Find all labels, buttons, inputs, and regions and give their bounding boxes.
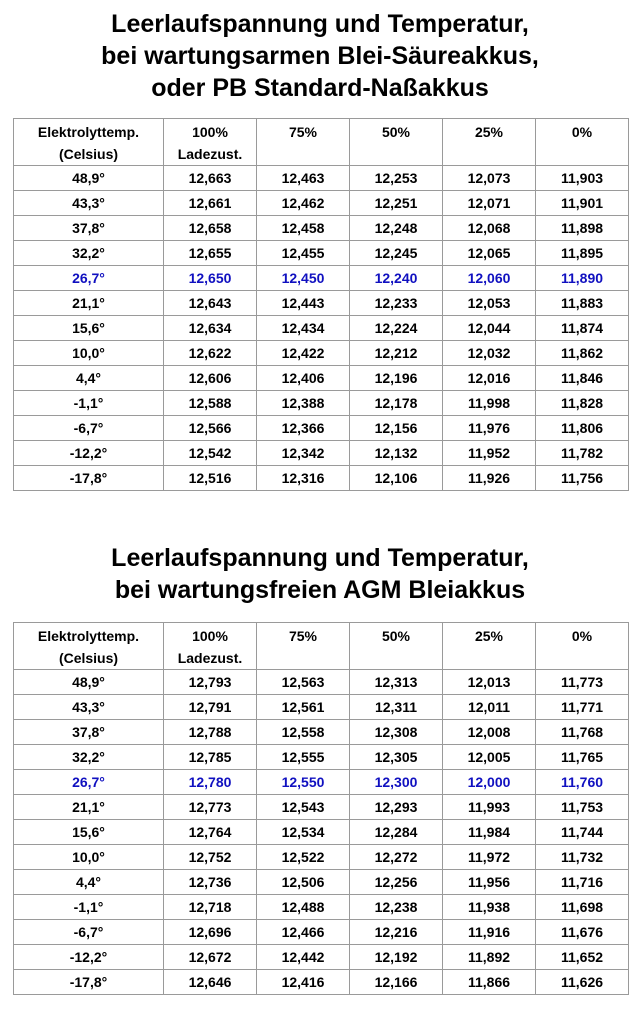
row-temperature-cell: -12,2°	[14, 441, 164, 466]
voltage-cell: 12,522	[257, 845, 350, 870]
row-temperature-cell: 32,2°	[14, 241, 164, 266]
row-temperature-cell: 37,8°	[14, 720, 164, 745]
row-temperature-cell: 10,0°	[14, 845, 164, 870]
header-75: 75%	[257, 119, 350, 166]
voltage-cell: 12,588	[164, 391, 257, 416]
voltage-cell: 12,013	[443, 670, 536, 695]
voltage-cell: 12,466	[257, 920, 350, 945]
voltage-cell: 11,903	[536, 166, 629, 191]
voltage-cell: 12,245	[350, 241, 443, 266]
voltage-cell: 11,993	[443, 795, 536, 820]
voltage-cell: 12,388	[257, 391, 350, 416]
voltage-cell: 12,156	[350, 416, 443, 441]
voltage-cell: 12,646	[164, 970, 257, 995]
row-temperature-cell: 43,3°	[14, 695, 164, 720]
voltage-cell: 11,952	[443, 441, 536, 466]
voltage-cell: 12,071	[443, 191, 536, 216]
voltage-cell: 12,316	[257, 466, 350, 491]
voltage-cell: 12,516	[164, 466, 257, 491]
voltage-cell: 11,976	[443, 416, 536, 441]
row-temperature-cell: 10,0°	[14, 341, 164, 366]
header-0: 0%	[536, 119, 629, 166]
voltage-cell: 11,765	[536, 745, 629, 770]
voltage-cell: 12,643	[164, 291, 257, 316]
table-header-row	[14, 623, 629, 670]
row-temperature-cell: 48,9°	[14, 670, 164, 695]
voltage-cell: 12,563	[257, 670, 350, 695]
row-temperature-cell: 21,1°	[14, 291, 164, 316]
voltage-cell: 12,406	[257, 366, 350, 391]
header-75: 75%	[257, 623, 350, 670]
voltage-cell: 12,785	[164, 745, 257, 770]
table-row	[14, 970, 629, 995]
voltage-cell: 12,650	[164, 266, 257, 291]
row-temperature-cell: 37,8°	[14, 216, 164, 241]
voltage-cell: 11,773	[536, 670, 629, 695]
table-row	[14, 920, 629, 945]
title-line: bei wartungsfreien AGM Bleiakkus	[114, 576, 526, 604]
voltage-cell: 12,555	[257, 745, 350, 770]
voltage-cell: 12,300	[350, 770, 443, 795]
table-section-agm	[0, 542, 640, 990]
voltage-cell: 12,366	[257, 416, 350, 441]
table-row	[14, 466, 629, 491]
voltage-cell: 11,901	[536, 191, 629, 216]
voltage-cell: 12,463	[257, 166, 350, 191]
voltage-cell: 12,293	[350, 795, 443, 820]
page-title-wet	[0, 8, 640, 104]
table-header-row	[14, 119, 629, 166]
header-100: 100% Ladezust.	[164, 623, 257, 670]
table-row	[14, 366, 629, 391]
header-temperature: Elektrolyttemp. (Celsius)	[14, 623, 164, 670]
voltage-cell: 11,846	[536, 366, 629, 391]
voltage-cell: 12,543	[257, 795, 350, 820]
voltage-cell: 11,898	[536, 216, 629, 241]
title-line: oder PB Standard-Naßakkus	[151, 74, 489, 102]
voltage-cell: 12,178	[350, 391, 443, 416]
voltage-cell: 11,892	[443, 945, 536, 970]
voltage-cell: 12,305	[350, 745, 443, 770]
voltage-cell: 12,672	[164, 945, 257, 970]
voltage-cell: 12,068	[443, 216, 536, 241]
voltage-cell: 11,771	[536, 695, 629, 720]
voltage-cell: 12,011	[443, 695, 536, 720]
voltage-cell: 12,764	[164, 820, 257, 845]
voltage-cell: 11,926	[443, 466, 536, 491]
voltage-cell: 12,434	[257, 316, 350, 341]
header-25: 25%	[443, 119, 536, 166]
voltage-cell: 11,768	[536, 720, 629, 745]
voltage-cell: 12,240	[350, 266, 443, 291]
header-50: 50%	[350, 119, 443, 166]
table-row	[14, 191, 629, 216]
table-row	[14, 720, 629, 745]
voltage-cell: 12,060	[443, 266, 536, 291]
row-temperature-cell: 26,7°	[14, 266, 164, 291]
row-temperature-cell: -12,2°	[14, 945, 164, 970]
voltage-table-agm	[13, 622, 629, 995]
voltage-cell: 12,238	[350, 895, 443, 920]
voltage-cell: 12,000	[443, 770, 536, 795]
voltage-cell: 11,698	[536, 895, 629, 920]
voltage-cell: 12,506	[257, 870, 350, 895]
row-temperature-cell: -6,7°	[14, 416, 164, 441]
voltage-cell: 12,561	[257, 695, 350, 720]
row-temperature-cell: 21,1°	[14, 795, 164, 820]
voltage-cell: 12,780	[164, 770, 257, 795]
voltage-cell: 12,542	[164, 441, 257, 466]
voltage-cell: 12,196	[350, 366, 443, 391]
voltage-cell: 12,622	[164, 341, 257, 366]
voltage-cell: 12,212	[350, 341, 443, 366]
table-row	[14, 166, 629, 191]
table-row	[14, 341, 629, 366]
voltage-cell: 11,895	[536, 241, 629, 266]
voltage-cell: 12,791	[164, 695, 257, 720]
row-temperature-cell: -17,8°	[14, 970, 164, 995]
header-100: 100% Ladezust.	[164, 119, 257, 166]
voltage-cell: 11,972	[443, 845, 536, 870]
voltage-cell: 12,005	[443, 745, 536, 770]
table-row	[14, 820, 629, 845]
voltage-cell: 12,106	[350, 466, 443, 491]
voltage-cell: 12,718	[164, 895, 257, 920]
header-50: 50%	[350, 623, 443, 670]
table-row	[14, 291, 629, 316]
table-row	[14, 416, 629, 441]
voltage-cell: 12,132	[350, 441, 443, 466]
voltage-cell: 11,716	[536, 870, 629, 895]
voltage-cell: 12,272	[350, 845, 443, 870]
voltage-cell: 12,313	[350, 670, 443, 695]
voltage-cell: 12,044	[443, 316, 536, 341]
header-temperature: Elektrolyttemp. (Celsius)	[14, 119, 164, 166]
row-temperature-cell: 4,4°	[14, 366, 164, 391]
table-row	[14, 266, 629, 291]
voltage-cell: 12,455	[257, 241, 350, 266]
voltage-cell: 12,450	[257, 266, 350, 291]
title-line: bei wartungsarmen Blei-Säureakkus,	[101, 42, 539, 70]
table-row	[14, 670, 629, 695]
voltage-cell: 12,422	[257, 341, 350, 366]
table-row	[14, 241, 629, 266]
voltage-cell: 12,736	[164, 870, 257, 895]
voltage-cell: 11,744	[536, 820, 629, 845]
table-section-wet	[0, 8, 640, 486]
header-25: 25%	[443, 623, 536, 670]
table-row	[14, 441, 629, 466]
voltage-cell: 11,782	[536, 441, 629, 466]
row-temperature-cell: 26,7°	[14, 770, 164, 795]
voltage-cell: 11,652	[536, 945, 629, 970]
voltage-cell: 12,462	[257, 191, 350, 216]
table-row	[14, 895, 629, 920]
voltage-cell: 11,732	[536, 845, 629, 870]
voltage-cell: 12,442	[257, 945, 350, 970]
title-line: Leerlaufspannung und Temperatur,	[111, 10, 529, 38]
voltage-cell: 11,998	[443, 391, 536, 416]
voltage-cell: 11,756	[536, 466, 629, 491]
voltage-cell: 11,626	[536, 970, 629, 995]
voltage-cell: 12,192	[350, 945, 443, 970]
voltage-cell: 12,311	[350, 695, 443, 720]
voltage-cell: 12,032	[443, 341, 536, 366]
row-temperature-cell: -1,1°	[14, 895, 164, 920]
voltage-cell: 12,458	[257, 216, 350, 241]
table-row	[14, 695, 629, 720]
header-0: 0%	[536, 623, 629, 670]
voltage-cell: 11,956	[443, 870, 536, 895]
row-temperature-cell: -1,1°	[14, 391, 164, 416]
table-row	[14, 216, 629, 241]
voltage-cell: 12,488	[257, 895, 350, 920]
table-row	[14, 391, 629, 416]
voltage-cell: 12,634	[164, 316, 257, 341]
voltage-cell: 12,788	[164, 720, 257, 745]
voltage-cell: 12,606	[164, 366, 257, 391]
row-temperature-cell: -17,8°	[14, 466, 164, 491]
voltage-cell: 12,053	[443, 291, 536, 316]
voltage-cell: 11,676	[536, 920, 629, 945]
voltage-cell: 12,253	[350, 166, 443, 191]
voltage-cell: 12,224	[350, 316, 443, 341]
row-temperature-cell: 15,6°	[14, 316, 164, 341]
voltage-cell: 12,550	[257, 770, 350, 795]
voltage-cell: 12,216	[350, 920, 443, 945]
row-temperature-cell: 15,6°	[14, 820, 164, 845]
voltage-cell: 12,663	[164, 166, 257, 191]
voltage-cell: 12,696	[164, 920, 257, 945]
voltage-cell: 11,938	[443, 895, 536, 920]
voltage-cell: 12,251	[350, 191, 443, 216]
voltage-cell: 12,773	[164, 795, 257, 820]
voltage-cell: 11,866	[443, 970, 536, 995]
voltage-cell: 11,916	[443, 920, 536, 945]
voltage-cell: 12,416	[257, 970, 350, 995]
voltage-cell: 12,308	[350, 720, 443, 745]
table-row	[14, 870, 629, 895]
voltage-cell: 12,793	[164, 670, 257, 695]
voltage-cell: 11,806	[536, 416, 629, 441]
voltage-cell: 11,874	[536, 316, 629, 341]
row-temperature-cell: -6,7°	[14, 920, 164, 945]
page-title-agm	[0, 542, 640, 606]
voltage-cell: 12,248	[350, 216, 443, 241]
voltage-cell: 12,661	[164, 191, 257, 216]
table-row	[14, 845, 629, 870]
table-row	[14, 795, 629, 820]
voltage-cell: 12,016	[443, 366, 536, 391]
voltage-cell: 12,256	[350, 870, 443, 895]
table-row	[14, 770, 629, 795]
voltage-table-wet	[13, 118, 629, 491]
row-temperature-cell: 43,3°	[14, 191, 164, 216]
voltage-cell: 11,753	[536, 795, 629, 820]
voltage-cell: 11,828	[536, 391, 629, 416]
voltage-cell: 12,534	[257, 820, 350, 845]
voltage-cell: 12,658	[164, 216, 257, 241]
voltage-cell: 12,342	[257, 441, 350, 466]
voltage-cell: 11,883	[536, 291, 629, 316]
voltage-cell: 12,558	[257, 720, 350, 745]
row-temperature-cell: 48,9°	[14, 166, 164, 191]
voltage-cell: 12,284	[350, 820, 443, 845]
voltage-cell: 12,443	[257, 291, 350, 316]
voltage-cell: 11,890	[536, 266, 629, 291]
voltage-cell: 12,233	[350, 291, 443, 316]
voltage-cell: 12,008	[443, 720, 536, 745]
voltage-cell: 12,655	[164, 241, 257, 266]
row-temperature-cell: 4,4°	[14, 870, 164, 895]
title-line: Leerlaufspannung und Temperatur,	[111, 544, 529, 572]
voltage-cell: 12,566	[164, 416, 257, 441]
voltage-cell: 12,065	[443, 241, 536, 266]
voltage-cell: 11,984	[443, 820, 536, 845]
table-row	[14, 745, 629, 770]
voltage-cell: 12,073	[443, 166, 536, 191]
table-row	[14, 316, 629, 341]
voltage-cell: 12,166	[350, 970, 443, 995]
table-row	[14, 945, 629, 970]
voltage-cell: 11,760	[536, 770, 629, 795]
voltage-cell: 11,862	[536, 341, 629, 366]
row-temperature-cell: 32,2°	[14, 745, 164, 770]
voltage-cell: 12,752	[164, 845, 257, 870]
